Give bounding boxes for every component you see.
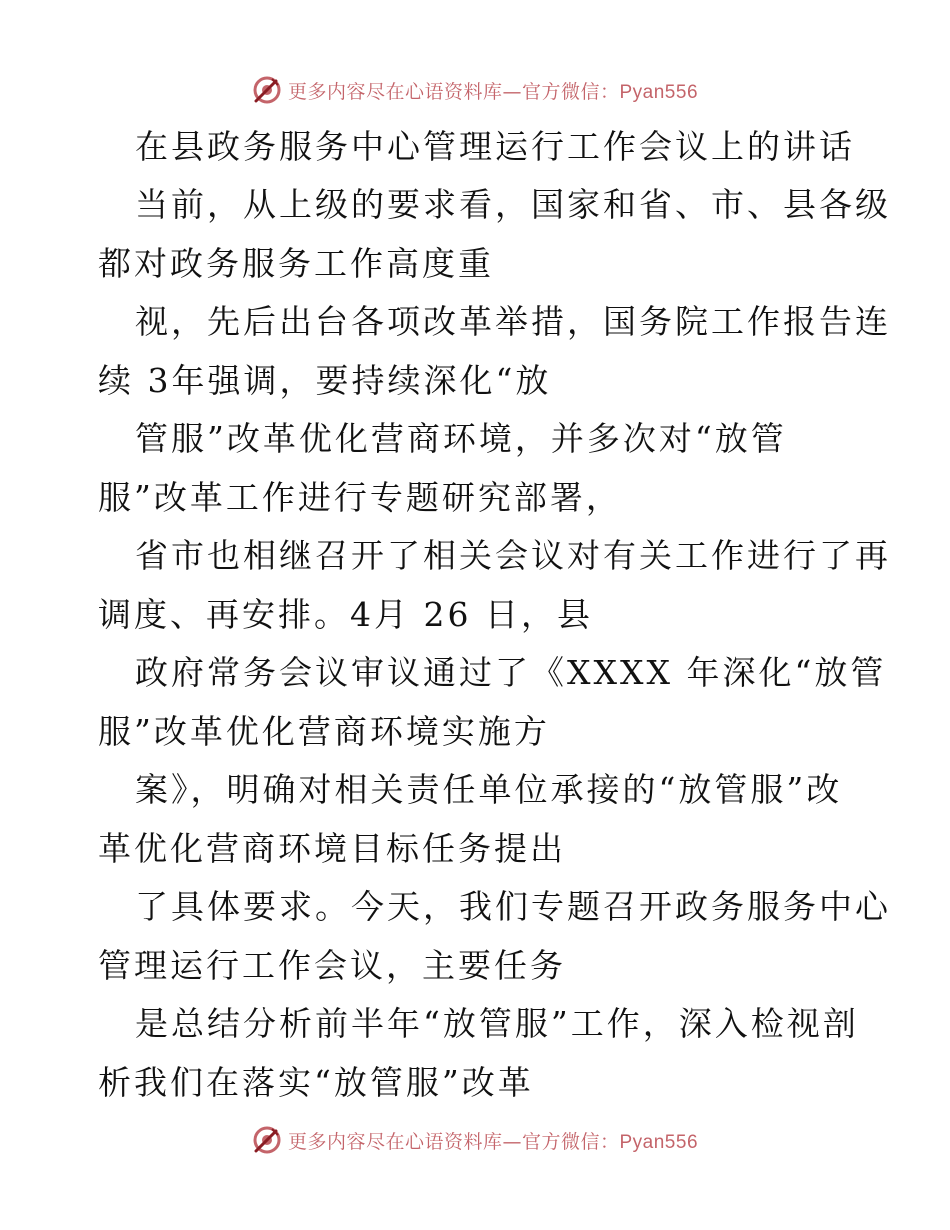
brand-logo-icon [252,1125,282,1155]
watermark-handle: Pyan556 [619,1131,699,1153]
text-line: 管理运行工作会议，主要任务 [98,946,566,985]
watermark-handle: Pyan556 [619,81,699,103]
text-line: 管服”改革优化营商环境，并多次对“放管 [135,419,787,458]
text-line: 续 3年强调，要持续深化“放 [98,361,552,400]
text-line: 当前，从上级的要求看，国家和省、市、县各级 [135,185,891,224]
text-line: 析我们在落实“放管服”改革 [98,1063,534,1102]
text-line: 都对政务服务工作高度重 [98,244,494,283]
footer-watermark [0,1120,950,1160]
text-line: 案》，明确对相关责任单位承接的“放管服”改 [135,770,843,809]
text-line: 视，先后出台各项改革举措，国务院工作报告连 [135,302,891,341]
text-line: 省市也相继召开了相关会议对有关工作进行了再 [135,536,891,575]
header-watermark [0,70,950,110]
document-title: 在县政务服务中心管理运行工作会议上的讲话 [135,127,855,166]
text-line: 是总结分析前半年“放管服”工作，深入检视剖 [135,1004,859,1043]
text-line: 服”改革优化营商环境实施方 [98,712,550,751]
text-line: 调度、再安排。4月 26 日，县 [98,595,593,634]
text-line: 了具体要求。今天，我们专题召开政务服务中心 [135,887,891,926]
text-line: 革优化营商环境目标任务提出 [98,829,566,868]
watermark-text: 更多内容尽在心语资料库—官方微信：Pyan556 [287,80,699,103]
text-line: 服”改革工作进行专题研究部署， [98,478,622,517]
text-line: 政府常务会议审议通过了《XXXX 年深化“放管 [135,653,887,692]
watermark-text: 更多内容尽在心语资料库—官方微信：Pyan556 [287,1130,699,1153]
brand-logo-icon [252,75,282,105]
